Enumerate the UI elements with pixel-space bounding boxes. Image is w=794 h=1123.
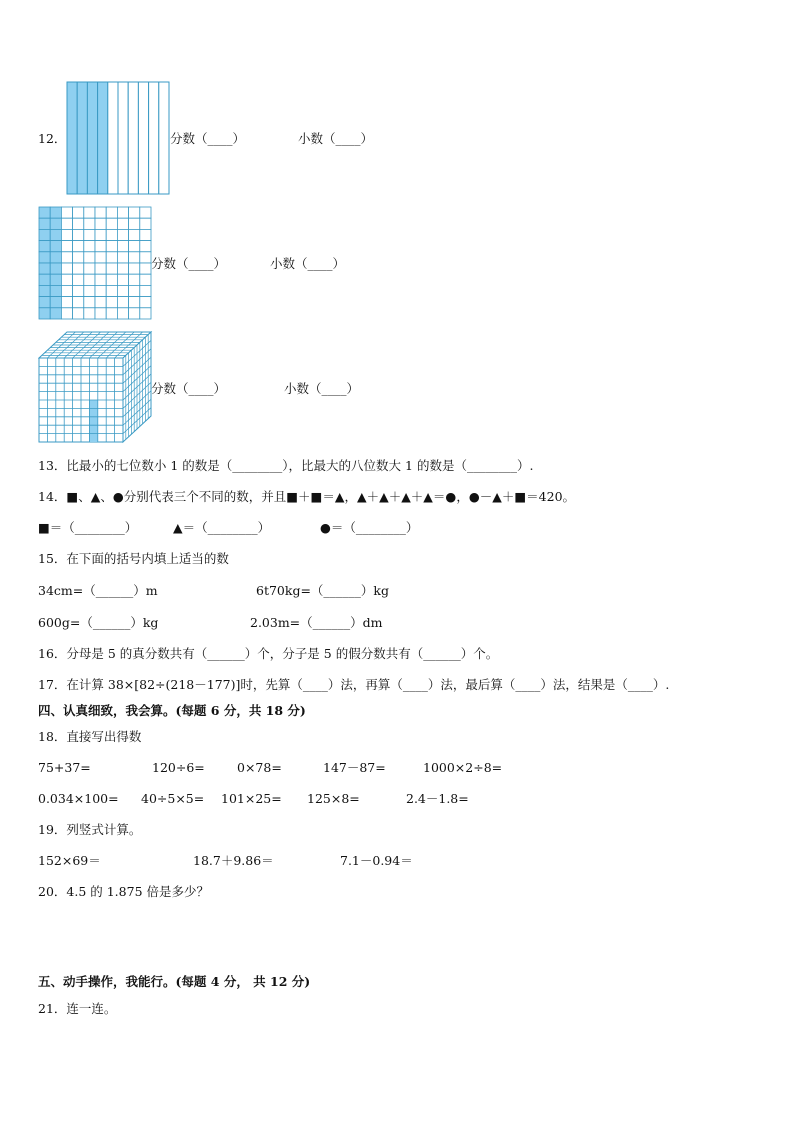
tenths-strip-figure	[66, 81, 171, 196]
q18-r2-c2: 40÷5×5=	[141, 791, 205, 806]
q12-fraction-blank-2[interactable]: 分数（____）	[151, 256, 227, 271]
q18-r1-c3: 0×78=	[237, 760, 282, 775]
grid-cell	[39, 218, 50, 229]
q12-decimal-blank-2[interactable]: 小数（____）	[270, 256, 346, 271]
q12-decimal-blank-1[interactable]: 小数（____）	[298, 131, 374, 146]
grid-cell	[140, 263, 151, 274]
grid-cell	[129, 207, 140, 218]
grid-cell	[39, 252, 50, 263]
grid-cell	[50, 252, 61, 263]
q18-title: 18．直接写出得数	[38, 729, 142, 744]
grid-cell	[129, 308, 140, 319]
grid-cell	[84, 241, 95, 252]
strip-column	[118, 82, 128, 194]
grid-cell	[39, 297, 50, 308]
q19-item-1: 152×69＝	[38, 853, 101, 868]
grid-cell	[50, 241, 61, 252]
grid-cell	[106, 241, 117, 252]
q19-title: 19．列竖式计算。	[38, 822, 142, 837]
hundred-grid-figure	[38, 206, 153, 321]
grid-cell	[140, 285, 151, 296]
grid-cell	[39, 274, 50, 285]
grid-cell	[129, 263, 140, 274]
grid-cell	[95, 252, 106, 263]
grid-cell	[39, 241, 50, 252]
grid-cell	[73, 229, 84, 240]
grid-cell	[117, 274, 128, 285]
cube-shaded-cell	[89, 408, 97, 416]
grid-cell	[117, 263, 128, 274]
strip-column	[138, 82, 148, 194]
q12-decimal-blank-3[interactable]: 小数（____）	[284, 381, 360, 396]
grid-cell	[95, 229, 106, 240]
grid-cell	[84, 207, 95, 218]
grid-cell	[140, 241, 151, 252]
q15-item-c[interactable]: 600g=（______）kg	[38, 615, 159, 630]
grid-cell	[95, 218, 106, 229]
q13-text: 13．比最小的七位数小 1 的数是（________），比最大的八位数大 1 的数是（________）.	[38, 458, 534, 473]
grid-cell	[84, 308, 95, 319]
strip-column	[77, 82, 87, 194]
grid-cell	[39, 308, 50, 319]
grid-cell	[117, 285, 128, 296]
grid-cell	[129, 218, 140, 229]
grid-cell	[95, 308, 106, 319]
grid-cell	[61, 241, 72, 252]
grid-cell	[95, 263, 106, 274]
grid-cell	[50, 308, 61, 319]
grid-cell	[117, 308, 128, 319]
grid-cell	[117, 218, 128, 229]
grid-cell	[84, 274, 95, 285]
grid-cell	[117, 229, 128, 240]
grid-cell	[129, 229, 140, 240]
q15-title: 15．在下面的括号内填上适当的数	[38, 551, 229, 566]
grid-cell	[84, 297, 95, 308]
q16-text: 16．分母是 5 的真分数共有（______）个，分子是 5 的假分数共有（______）个。	[38, 646, 499, 661]
grid-cell	[73, 207, 84, 218]
q19-item-2: 18.7＋9.86＝	[193, 853, 274, 868]
grid-cell	[106, 308, 117, 319]
grid-cell	[95, 297, 106, 308]
grid-cell	[95, 274, 106, 285]
section-4-heading: 四、认真细致，我会算。(每题 6 分，共 18 分)	[38, 703, 306, 718]
cube-shaded-cell	[89, 400, 97, 408]
grid-cell	[39, 263, 50, 274]
q12-number: 12．	[38, 131, 67, 146]
grid-cell	[61, 285, 72, 296]
grid-cell	[106, 285, 117, 296]
grid-cell	[39, 207, 50, 218]
strip-column	[128, 82, 138, 194]
q18-r1-c2: 120÷6=	[152, 760, 205, 775]
grid-cell	[117, 241, 128, 252]
q15-item-a[interactable]: 34cm=（______）m	[38, 583, 158, 598]
grid-cell	[129, 285, 140, 296]
q15-item-b[interactable]: 6t70kg=（______）kg	[256, 583, 390, 598]
cube-shaded-cell	[89, 417, 97, 425]
grid-cell	[140, 252, 151, 263]
grid-cell	[117, 297, 128, 308]
grid-cell	[106, 229, 117, 240]
q20-text: 20．4.5 的 1.875 倍是多少？	[38, 884, 209, 899]
strip-column	[67, 82, 77, 194]
q18-r2-c3: 101×25=	[221, 791, 282, 806]
grid-cell	[95, 285, 106, 296]
grid-cell	[140, 218, 151, 229]
grid-cell	[129, 252, 140, 263]
strip-column	[87, 82, 97, 194]
grid-cell	[140, 297, 151, 308]
grid-cell	[73, 274, 84, 285]
q12-fraction-blank-3[interactable]: 分数（____）	[151, 381, 227, 396]
q15-item-d[interactable]: 2.03m=（______）dm	[250, 615, 383, 630]
grid-cell	[84, 252, 95, 263]
cube-shaded-cell	[89, 434, 97, 442]
grid-cell	[39, 285, 50, 296]
strip-column	[149, 82, 159, 194]
grid-cell	[140, 229, 151, 240]
grid-cell	[140, 207, 151, 218]
q17-text: 17．在计算 38×[82÷(218－177)]时，先算（____）法，再算（____）法，最后算（____）法，结果是（____）.	[38, 677, 670, 692]
grid-cell	[73, 218, 84, 229]
grid-cell	[50, 285, 61, 296]
grid-cell	[117, 252, 128, 263]
grid-cell	[84, 285, 95, 296]
strip-column	[98, 82, 108, 194]
grid-cell	[61, 308, 72, 319]
q18-r2-c1: 0.034×100=	[38, 791, 119, 806]
q14-triangle-answer[interactable]: ▲＝（________）	[173, 520, 271, 535]
grid-cell	[61, 218, 72, 229]
grid-cell	[129, 241, 140, 252]
grid-cell	[50, 274, 61, 285]
q14-square-answer[interactable]: ■＝（________）	[38, 520, 138, 535]
grid-cell	[50, 229, 61, 240]
grid-cell	[61, 252, 72, 263]
grid-cell	[73, 297, 84, 308]
grid-cell	[61, 297, 72, 308]
grid-cell	[50, 218, 61, 229]
grid-cell	[73, 252, 84, 263]
grid-cell	[39, 229, 50, 240]
grid-cell	[106, 274, 117, 285]
grid-cell	[106, 297, 117, 308]
grid-cell	[95, 207, 106, 218]
thousand-cube-figure	[38, 330, 153, 446]
grid-cell	[61, 263, 72, 274]
grid-cell	[61, 229, 72, 240]
grid-cell	[73, 263, 84, 274]
q18-r2-c4: 125×8=	[307, 791, 360, 806]
grid-cell	[117, 207, 128, 218]
grid-cell	[50, 207, 61, 218]
grid-cell	[140, 308, 151, 319]
grid-cell	[129, 297, 140, 308]
grid-cell	[50, 297, 61, 308]
q18-r1-c1: 75+37=	[38, 760, 91, 775]
q19-item-3: 7.1－0.94＝	[340, 853, 413, 868]
q18-r2-c5: 2.4－1.8=	[406, 791, 469, 806]
grid-cell	[84, 218, 95, 229]
grid-cell	[50, 263, 61, 274]
section-5-heading: 五、动手操作，我能行。(每题 4 分， 共 12 分)	[38, 974, 311, 989]
q18-r1-c4: 147－87=	[323, 760, 386, 775]
grid-cell	[106, 263, 117, 274]
q18-r1-c5: 1000×2÷8=	[423, 760, 503, 775]
q12-fraction-blank-1[interactable]: 分数（____）	[170, 131, 246, 146]
q14-circle-answer[interactable]: ●＝（________）	[320, 520, 419, 535]
grid-cell	[84, 229, 95, 240]
grid-cell	[73, 308, 84, 319]
grid-cell	[84, 263, 95, 274]
cube-shaded-cell	[89, 425, 97, 433]
q21-text: 21．连一连。	[38, 1001, 117, 1016]
strip-column	[108, 82, 118, 194]
grid-cell	[95, 241, 106, 252]
grid-cell	[106, 207, 117, 218]
grid-cell	[129, 274, 140, 285]
strip-column	[159, 82, 169, 194]
q14-text: 14．■、▲、●分别代表三个不同的数，并且■＋■＝▲，▲＋▲＋▲＋▲＝●，●－▲＋■＝420。	[38, 489, 576, 504]
grid-cell	[73, 241, 84, 252]
grid-cell	[106, 252, 117, 263]
grid-cell	[61, 274, 72, 285]
grid-cell	[106, 218, 117, 229]
grid-cell	[73, 285, 84, 296]
grid-cell	[140, 274, 151, 285]
grid-cell	[61, 207, 72, 218]
